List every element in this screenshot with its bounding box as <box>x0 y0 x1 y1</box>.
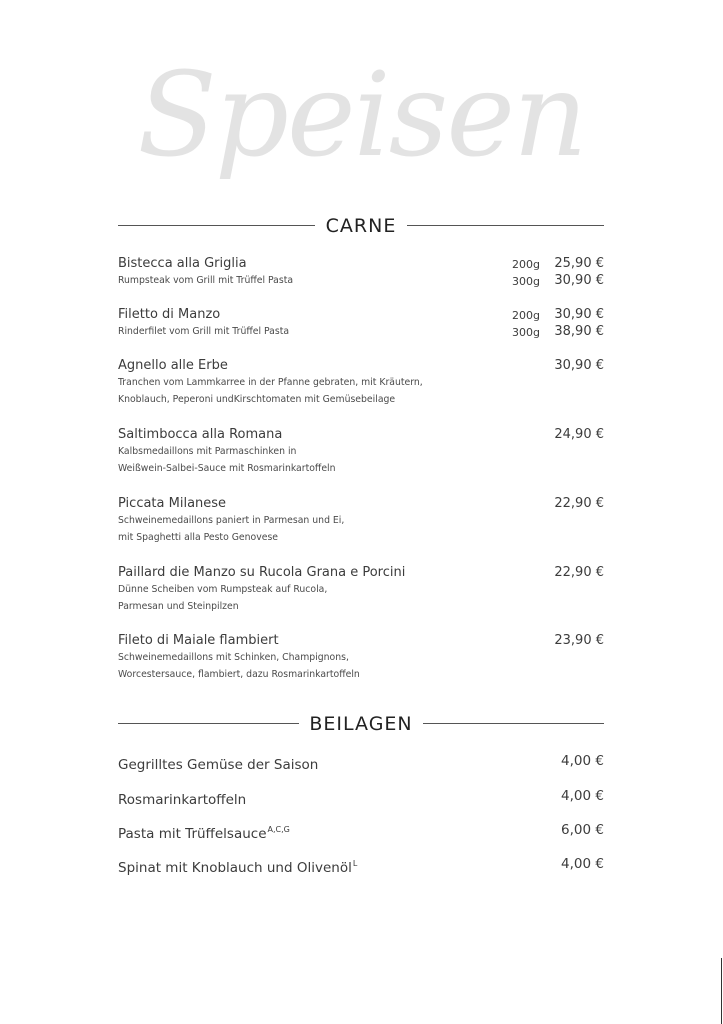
menu-item <box>118 564 604 615</box>
dish-description: Worcestersauce, flambiert, dazu Rosmarinkartoffeln <box>118 669 360 680</box>
dish-description: Kalbsmedaillons mit Parmaschinken in <box>118 446 297 457</box>
side-dish-item <box>118 821 604 843</box>
side-dish-item <box>118 752 604 774</box>
side-dish-name: Spinat mit Knoblauch und Olivenöl$^L$ <box>118 859 358 876</box>
portion-weight: 300g <box>512 326 540 339</box>
dish-description: Knoblauch, Peperoni undKirschtomaten mit Gemüsebeilage <box>118 394 396 405</box>
menu-item <box>118 255 604 289</box>
side-dish-price: 4,00 € <box>561 788 604 804</box>
dish-description: Rinderfilet vom Grill mit Trüffel Pasta <box>118 326 290 337</box>
dish-price: 30,90 € <box>554 358 604 373</box>
dish-description: mit Spaghetti alla Pesto Genovese <box>118 532 279 543</box>
dish-description: Schweinemedaillons paniert in Parmesan und Ei, <box>118 515 345 526</box>
allergen-codes: A,C,G <box>267 825 290 834</box>
dish-description: Schweinemedaillons mit Schinken, Champignons, <box>118 652 349 663</box>
dish-description: Weißwein-Salbei-Sauce mit Rosmarinkartoffeln <box>118 463 336 474</box>
dish-price: 30,90 € <box>554 273 604 288</box>
dish-description: Parmesan und Steinpilzen <box>118 601 239 612</box>
dish-price: 25,90 € <box>554 256 604 271</box>
menu-item <box>118 306 604 340</box>
side-dish-name: Rosmarinkartoffeln <box>118 792 247 808</box>
allergen-codes: L <box>352 859 358 868</box>
dish-price: 38,90 € <box>554 324 604 339</box>
dish-name: Bistecca alla Griglia <box>118 256 247 271</box>
dish-price: 30,90 € <box>554 307 604 322</box>
dish-description: Tranchen vom Lammkarree in der Pfanne gebraten, mit Kräutern, <box>118 377 423 388</box>
side-dish-price: 6,00 € <box>561 822 604 838</box>
menu-item <box>118 357 604 408</box>
side-dish-name: Gegrilltes Gemüse der Saison <box>118 757 319 773</box>
dish-name: Piccata Milanese <box>118 496 227 511</box>
menu-item <box>118 632 604 683</box>
side-dish-price: 4,00 € <box>561 856 604 872</box>
dish-price: 23,90 € <box>554 633 604 648</box>
dish-name: Filetto di Manzo <box>118 307 221 322</box>
speisen-watermark: Speisen <box>137 48 586 183</box>
beilagen-section-header <box>118 709 604 739</box>
carne-section-header <box>118 211 604 241</box>
side-dish-item <box>118 855 604 877</box>
dish-price: 22,90 € <box>554 496 604 511</box>
dish-description: Dünne Scheiben vom Rumpsteak auf Rucola, <box>118 584 328 595</box>
side-dish-item <box>118 787 604 809</box>
portion-weight: 200g <box>512 309 540 322</box>
portion-weight: 300g <box>512 275 540 288</box>
dish-name: Saltimbocca alla Romana <box>118 427 283 442</box>
dish-price: 22,90 € <box>554 565 604 580</box>
section-title: CARNE <box>118 211 604 241</box>
menu-item <box>118 426 604 477</box>
portion-weight: 200g <box>512 258 540 271</box>
menu-item <box>118 495 604 546</box>
dish-description: Rumpsteak vom Grill mit Trüffel Pasta <box>118 275 294 286</box>
side-dish-name: Pasta mit Trüffelsauce$^{A,C,G}$ <box>118 825 290 842</box>
dish-name: Agnello alle Erbe <box>118 358 228 373</box>
dish-name: Paillard die Manzo su Rucola Grana e Porcini <box>118 565 406 580</box>
page-edge-mark <box>721 958 722 1024</box>
dish-name: Fileto di Maiale flambiert <box>118 633 279 648</box>
section-title: BEILAGEN <box>118 709 604 739</box>
side-dish-price: 4,00 € <box>561 753 604 769</box>
dish-price: 24,90 € <box>554 427 604 442</box>
